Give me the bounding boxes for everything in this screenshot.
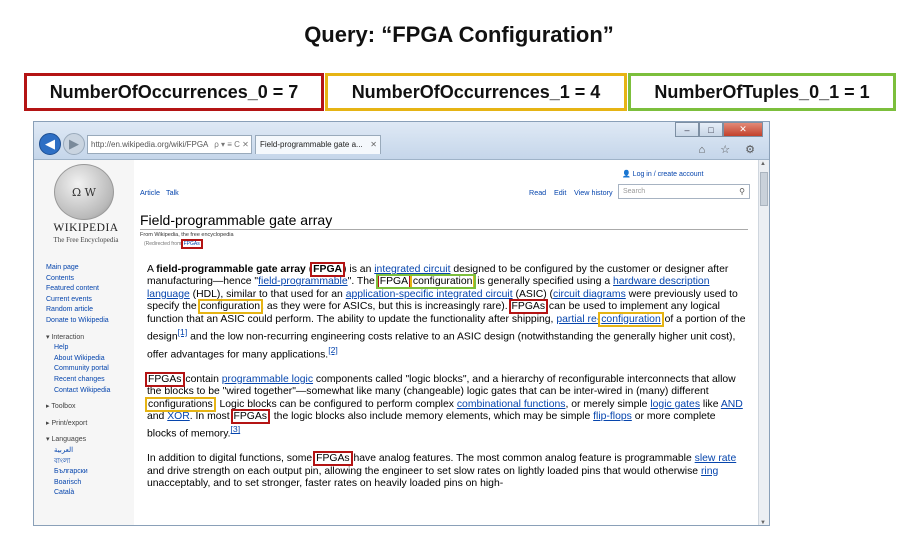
citation-link[interactable]: [2]	[328, 344, 338, 355]
sidebar-item-help[interactable]: Help	[54, 344, 69, 352]
tuple-highlight	[378, 276, 475, 287]
term-configurations: configurations	[148, 398, 213, 410]
redirect-suffix: )	[200, 241, 203, 247]
redirect-link[interactable]: FPGAs	[183, 241, 200, 247]
sidebar-section-interaction[interactable]: ▾ Interaction	[46, 333, 85, 341]
language-item[interactable]: Català	[54, 489, 75, 497]
term-fpgas: FPGAs	[148, 373, 182, 385]
search-input[interactable]	[618, 184, 750, 199]
paragraph-2: FPGAs contain programmable logic components called "logic blocks", and a hierarchy of reconfigurable interconnects that allow the blocks to be "wired together"—somewhat like many (changeable) logic gates that can be inter-wired in (many) different configurations. Logic blocks can be configured to perform complex combinational functions, or merely simple logic gates like AND and XOR. In most FPGAs, the logic blocks also include memory elements, which may be simple flip-flops or more complete blocks of memory.[3]	[147, 373, 743, 440]
wiki-page	[34, 160, 760, 526]
sidebar-item-main-page[interactable]: Main page	[46, 264, 79, 271]
occurrences-0-label: NumberOfOccurrences_0 = 7	[24, 73, 324, 111]
tuples-label: NumberOfTuples_0_1 = 1	[628, 73, 896, 111]
query-title: Query: “FPGA Configuration”	[304, 22, 614, 47]
search-icon[interactable]: ⚲	[739, 187, 745, 196]
sidebar-item-community[interactable]: Community portal	[54, 365, 109, 373]
citation-link[interactable]: [1]	[177, 327, 188, 338]
logo-wordmark: WIKIPEDIA	[53, 222, 119, 234]
vertical-scrollbar[interactable]	[758, 160, 769, 526]
wiki-tabs	[134, 182, 760, 202]
logo-tagline: The Free Encyclopedia	[53, 236, 119, 244]
sidebar-item-current-events[interactable]: Current events	[46, 295, 92, 303]
term-configuration: configuration	[601, 313, 661, 325]
link-logic-gates[interactable]: logic gates	[650, 398, 701, 410]
scroll-up-icon[interactable]: ▲	[760, 161, 766, 167]
sidebar-item-random[interactable]: Random article	[46, 306, 94, 314]
sidebar-item-contents[interactable]: Contents	[46, 274, 75, 282]
back-button[interactable]	[39, 133, 61, 155]
toolbar-icons[interactable]: ⌂ ☆ ⚙	[698, 144, 761, 156]
browser-tab[interactable]	[255, 135, 381, 154]
title-divider	[140, 229, 748, 230]
sidebar-section-toolbox[interactable]: ▸ Toolbox	[46, 403, 76, 411]
tab-view-history[interactable]: View history	[574, 188, 613, 197]
wiki-sidebar	[34, 160, 134, 526]
forward-arrow-icon: ▶	[69, 136, 79, 151]
redirect-prefix: (Redirected from	[144, 241, 183, 247]
tab-read[interactable]: Read	[529, 188, 547, 197]
link-circuit-diagrams[interactable]: circuit diagrams	[553, 288, 626, 300]
term-configuration: configuration	[412, 276, 473, 288]
paragraph-1: A field-programmable gate array (FPGA) is an integrated circuit designed to be configured by the customer or designer after manufacturing—hence "field-programmable". The FPGA configuration is generally specified using a hardware description language (HDL), similar to that used for an application-specific integrated circuit (ASIC) (circuit diagrams were previously used to specify the configuration, as they were for ASICs, but this is increasingly rare). FPGAs can be used to implement any logical function that an ASIC could perform. The ability to update the functionality after shipping, partial re-configuration of a portion of the design[1] and the low non-recurring engineering costs relative to an ASIC design (notwithstanding the generally higher unit cost), offer advantages for many applications.[2]	[147, 264, 746, 361]
occurrences-1-label: NumberOfOccurrences_1 = 4	[325, 73, 627, 111]
search-placeholder: Search	[623, 188, 646, 195]
term-fpgas: FPGAs	[233, 411, 267, 422]
sidebar-item-contact[interactable]: Contact Wikipedia	[54, 386, 111, 394]
link-integrated-circuit[interactable]: integrated circuit	[374, 264, 451, 275]
languages-heading: Languages	[51, 436, 87, 444]
term-fpga: FPGA	[379, 276, 409, 288]
sidebar-item-featured[interactable]: Featured content	[46, 285, 99, 293]
from-line: From Wikipedia, the free encyclopedia	[140, 232, 234, 238]
login-text: Log in / create account	[632, 171, 704, 178]
tab-close-icon[interactable]: ✕	[370, 140, 377, 149]
redirect-note	[144, 241, 202, 247]
term-fpga: FPGA	[313, 264, 343, 275]
paragraph-3: In addition to digital functions, some FPGAs have analog features. The most common analog feature is programmable slew rate and drive strength on each output pin, allowing the engineer to set slow rates on lightly loaded pins that would otherwise ring unacceptably, and to set stronger, faster rates on heavily loaded pins on high-	[147, 453, 737, 490]
link-asic[interactable]: application-specific integrated circuit	[345, 288, 513, 300]
language-item[interactable]: Български	[54, 468, 88, 476]
sidebar-item-recent-changes[interactable]: Recent changes	[54, 375, 105, 383]
window-controls	[675, 122, 763, 137]
address-text: http://en.wikipedia.org/wiki/FPGA	[91, 140, 208, 149]
language-item[interactable]: Boarisch	[54, 478, 82, 486]
link-combinational-functions[interactable]: combinational functions	[456, 398, 566, 410]
browser-window	[33, 121, 770, 526]
link-programmable-logic[interactable]: programmable logic	[221, 373, 314, 385]
wikipedia-globe-logo[interactable]: Ω W	[54, 164, 114, 220]
sidebar-nav	[46, 263, 134, 499]
interaction-heading: Interaction	[51, 333, 85, 341]
close-button[interactable]: ✕	[723, 122, 763, 137]
minimize-button[interactable]: –	[675, 122, 699, 137]
tab-edit[interactable]: Edit	[554, 188, 567, 197]
tab-talk[interactable]: Talk	[166, 188, 179, 197]
link-field-programmable[interactable]: field-programmable	[258, 276, 348, 288]
link-flip-flops[interactable]: flip-flops	[593, 411, 632, 422]
article-body	[147, 264, 747, 503]
print-heading: Print/export	[51, 419, 88, 427]
link-hdl[interactable]: hardware description language	[147, 276, 710, 300]
language-item[interactable]: العربية	[54, 446, 74, 454]
tab-article[interactable]: Article	[140, 188, 160, 197]
scroll-down-icon[interactable]: ▼	[760, 520, 766, 526]
sidebar-section-print[interactable]: ▸ Print/export	[46, 419, 88, 427]
link-and[interactable]: AND	[720, 398, 743, 410]
maximize-button[interactable]: □	[699, 122, 723, 137]
sidebar-section-languages[interactable]: ▾ Languages	[46, 436, 87, 444]
back-arrow-icon: ◀	[45, 136, 55, 151]
scroll-thumb[interactable]	[760, 172, 768, 206]
link-slew-rate[interactable]: slew rate	[694, 453, 737, 465]
link-ring[interactable]: ring	[700, 465, 719, 477]
sidebar-item-donate[interactable]: Donate to Wikipedia	[46, 316, 109, 324]
tab-title: Field-programmable gate a...	[260, 140, 363, 149]
forward-button[interactable]	[63, 133, 85, 155]
term-fpgas: FPGAs	[511, 301, 546, 313]
page-title: Field-programmable gate array	[140, 212, 333, 228]
link-xor[interactable]: XOR	[167, 411, 190, 422]
browser-titlebar	[34, 122, 769, 160]
sidebar-item-about[interactable]: About Wikipedia	[54, 354, 105, 362]
citation-link[interactable]: [3]	[230, 424, 241, 435]
address-bar[interactable]	[87, 135, 252, 154]
language-item[interactable]: বাংলা	[54, 457, 71, 465]
link-partial-reconfiguration[interactable]: partial re-configuration	[556, 313, 661, 325]
term-configuration: configuration	[200, 301, 261, 313]
login-link[interactable]: 👤 Log in / create account	[622, 171, 704, 178]
term-fpgas: FPGAs	[316, 453, 350, 465]
address-icons: ρ ▾ ≡ C ✕	[214, 140, 249, 149]
toolbox-heading: Toolbox	[51, 403, 76, 411]
